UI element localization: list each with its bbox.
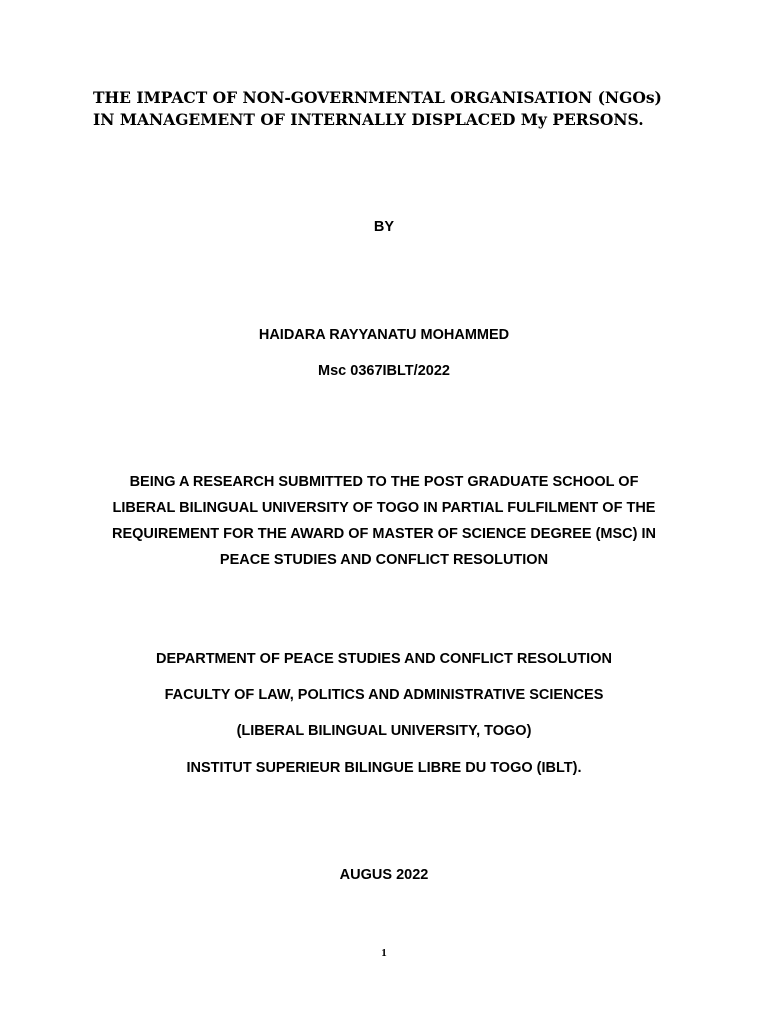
submission-statement xyxy=(0,469,768,573)
submission-line-4: PEACE STUDIES AND CONFLICT RESOLUTION xyxy=(219,552,549,568)
institute-name: INSTITUT SUPERIEUR BILINGUE LIBRE DU TOGO (IBLT). xyxy=(186,760,582,776)
document-title xyxy=(93,87,713,131)
title-line-2: IN MANAGEMENT OF INTERNALLY DISPLACED My PERSONS. xyxy=(93,110,644,129)
faculty-name: FACULTY OF LAW, POLITICS AND ADMINISTRATIVE SCIENCES xyxy=(164,687,604,703)
by-label: BY xyxy=(373,219,395,235)
author-name: HAIDARA RAYYANATU MOHAMMED xyxy=(258,327,510,343)
department-name: DEPARTMENT OF PEACE STUDIES AND CONFLICT RESOLUTION xyxy=(156,651,612,667)
submission-date: AUGUS 2022 xyxy=(339,867,429,883)
page-number: 1 xyxy=(381,947,387,959)
title-line-1: THE IMPACT OF NON-GOVERNMENTAL ORGANISATION (NGOs) xyxy=(93,88,662,107)
submission-line-2: LIBERAL BILINGUAL UNIVERSITY OF TOGO IN PARTIAL FULFILMENT OF THE xyxy=(112,500,656,516)
university-name: (LIBERAL BILINGUAL UNIVERSITY, TOGO) xyxy=(236,723,532,739)
submission-line-1: BEING A RESEARCH SUBMITTED TO THE POST GRADUATE SCHOOL OF xyxy=(129,474,639,490)
submission-line-3: REQUIREMENT FOR THE AWARD OF MASTER OF SCIENCE DEGREE (MSC) IN xyxy=(111,526,657,542)
student-id: Msc 0367IBLT/2022 xyxy=(318,363,450,379)
